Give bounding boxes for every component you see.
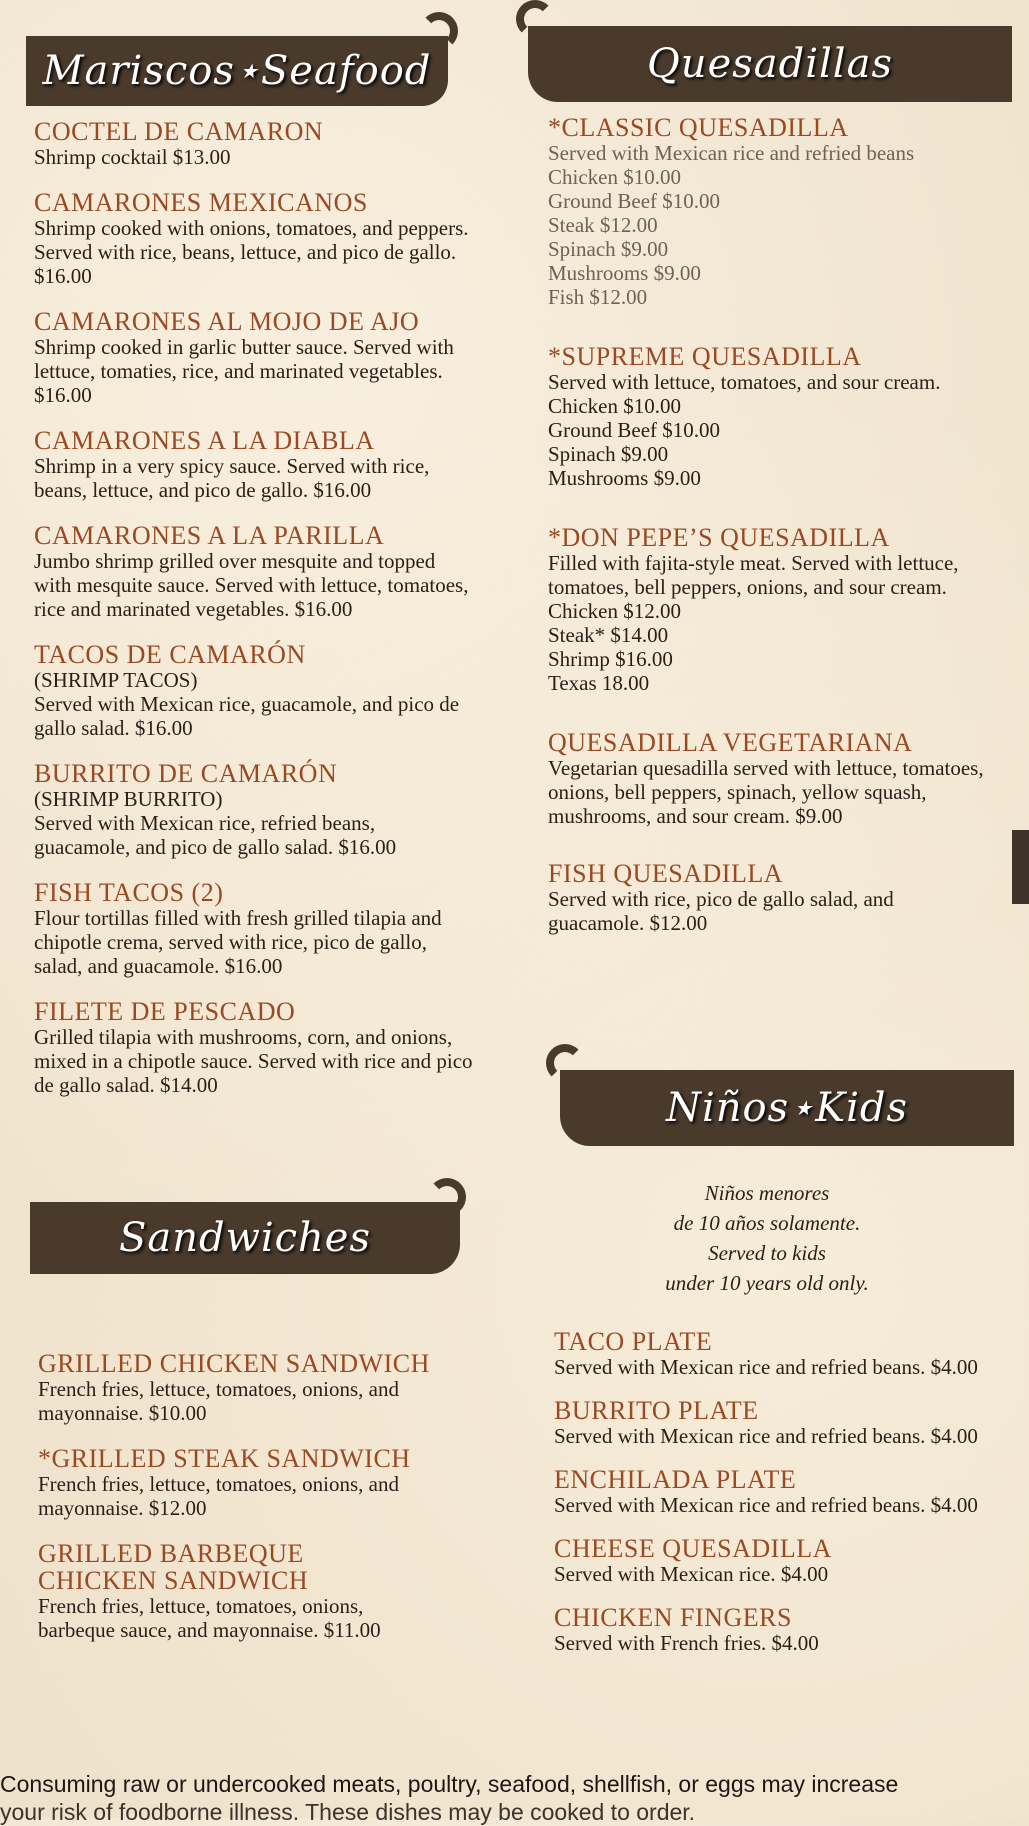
option-line: Spinach $9.00	[548, 442, 669, 466]
menu-item	[34, 879, 474, 978]
item-name: FILETE DE PESCADO	[34, 997, 296, 1026]
seafood-banner	[26, 36, 448, 106]
item-desc: Served with Mexican rice and refried beans. $4.00	[554, 1424, 978, 1448]
menu-item	[548, 524, 988, 695]
item-desc: Jumbo shrimp grilled over mesquite and topped with mesquite sauce. Served with lettuce, tomatoes, rice and marinated vegetables. $16.00	[34, 549, 469, 621]
item-desc: Served with French fries. $4.00	[554, 1631, 819, 1655]
item-name: GRILLED BARBEQUE CHICKEN SANDWICH	[38, 1539, 309, 1595]
sandwiches-title: Sandwiches	[118, 1215, 371, 1261]
item-name: BURRITO DE CAMARÓN	[34, 759, 338, 788]
banner-curl-icon	[516, 0, 554, 38]
option-line: Fish $12.00	[548, 285, 648, 309]
disclaimer-line: your risk of foodborne illness. These dishes may be cooked to order.	[0, 1799, 696, 1825]
menu-item	[554, 1328, 994, 1379]
option-line: Chicken $12.00	[548, 599, 681, 623]
item-name: *SUPREME QUESADILLA	[548, 342, 862, 371]
menu-item	[38, 1350, 478, 1425]
menu-item	[554, 1535, 994, 1586]
item-name: FISH QUESADILLA	[548, 859, 783, 888]
item-desc: Served with Mexican rice and refried beans	[548, 141, 915, 165]
menu-item	[34, 308, 474, 407]
banner-curl-icon	[428, 1178, 466, 1216]
option-line: Ground Beef $10.00	[548, 418, 721, 442]
seafood-title: Mariscos⋆Seafood	[42, 48, 432, 94]
item-desc: Flour tortillas filled with fresh grilled tilapia and chipotle crema, served with rice, pico de gallo, salad, and guacamole. $16.00	[34, 906, 442, 978]
item-subtitle: (SHRIMP TACOS)	[34, 668, 198, 692]
menu-item	[548, 114, 988, 309]
option-line: Chicken $10.00	[548, 165, 681, 189]
item-name: CHICKEN FINGERS	[554, 1603, 792, 1632]
item-name: GRILLED CHICKEN SANDWICH	[38, 1349, 430, 1378]
item-desc: Grilled tilapia with mushrooms, corn, and onions, mixed in a chipotle sauce. Served with rice and pico de gallo salad. $14.00	[34, 1025, 473, 1097]
sandwiches-banner	[30, 1202, 460, 1274]
item-name: CAMARONES AL MOJO DE AJO	[34, 307, 420, 336]
item-name: BURRITO PLATE	[554, 1396, 759, 1425]
menu-item	[34, 760, 474, 859]
item-desc: French fries, lettuce, tomatoes, onions, barbeque sauce, and mayonnaise. $11.00	[38, 1594, 381, 1642]
item-name: COCTEL DE CAMARON	[34, 117, 324, 146]
menu-item	[548, 343, 988, 490]
banner-curl-icon	[420, 12, 458, 50]
item-desc: Served with lettuce, tomatoes, and sour cream.	[548, 370, 941, 394]
option-line: Mushrooms $9.00	[548, 261, 701, 285]
note-line: de 10 años solamente.	[673, 1211, 861, 1235]
menu-item	[34, 641, 474, 740]
option-line: Ground Beef $10.00	[548, 189, 721, 213]
seafood-list	[34, 118, 474, 1117]
item-name: ENCHILADA PLATE	[554, 1465, 797, 1494]
item-name: *DON PEPE’S QUESADILLA	[548, 523, 890, 552]
kids-age-note	[552, 1178, 982, 1298]
item-desc: Served with rice, pico de gallo salad, and guacamole. $12.00	[548, 887, 894, 935]
kids-list	[554, 1328, 994, 1655]
menu-item	[554, 1466, 994, 1517]
menu-item	[34, 998, 474, 1097]
item-desc: Vegetarian quesadilla served with lettuce, tomatoes, onions, bell peppers, spinach, yellow squash, mushrooms, and sour cream. $9.00	[548, 756, 984, 828]
item-desc: Served with Mexican rice and refried beans. $4.00	[554, 1355, 978, 1379]
item-name: *CLASSIC QUESADILLA	[548, 113, 849, 142]
item-desc: Served with Mexican rice and refried beans. $4.00	[554, 1493, 978, 1517]
quesadillas-banner	[528, 26, 1012, 102]
item-name: CAMARONES A LA PARILLA	[34, 521, 385, 550]
item-desc: Shrimp cocktail $13.00	[34, 145, 231, 169]
menu-item	[38, 1445, 478, 1520]
page-edge-tab	[1012, 830, 1029, 904]
item-name: QUESADILLA VEGETARIANA	[548, 728, 913, 757]
option-line: Steak* $14.00	[548, 623, 669, 647]
menu-item	[34, 189, 474, 288]
menu-item	[548, 729, 988, 828]
quesadillas-title: Quesadillas	[647, 41, 893, 87]
item-desc: Served with Mexican rice. $4.00	[554, 1562, 829, 1586]
kids-banner	[560, 1070, 1014, 1146]
menu-item	[34, 427, 474, 502]
item-desc: Shrimp cooked in garlic butter sauce. Served with lettuce, tomaties, rice, and marinated vegetables. $16.00	[34, 335, 454, 407]
item-name: CAMARONES MEXICANOS	[34, 188, 368, 217]
item-desc: Filled with fajita-style meat. Served with lettuce, tomatoes, bell peppers, onions, and sour cream.	[548, 551, 959, 599]
note-line: under 10 years old only.	[665, 1271, 869, 1295]
menu-item	[554, 1397, 994, 1448]
note-line: Served to kids	[708, 1241, 826, 1265]
kids-title: Niños⋆Kids	[665, 1085, 908, 1131]
item-name: FISH TACOS (2)	[34, 878, 224, 907]
item-desc: Shrimp in a very spicy sauce. Served with rice, beans, lettuce, and pico de gallo. $16.00	[34, 454, 430, 502]
item-name: TACOS DE CAMARÓN	[34, 640, 306, 669]
option-line: Steak $12.00	[548, 213, 658, 237]
note-line: Niños menores	[704, 1181, 830, 1205]
option-line: Texas 18.00	[548, 671, 650, 695]
item-name: TACO PLATE	[554, 1327, 713, 1356]
menu-item	[34, 118, 474, 169]
option-line: Mushrooms $9.00	[548, 466, 701, 490]
item-desc: Shrimp cooked with onions, tomatoes, and peppers. Served with rice, beans, lettuce, and pico de gallo. $16.00	[34, 216, 469, 288]
menu-item	[34, 522, 474, 621]
banner-curl-icon	[546, 1044, 584, 1082]
disclaimer-line: Consuming raw or undercooked meats, poultry, seafood, shellfish, or eggs may increase	[0, 1771, 899, 1797]
quesadillas-list	[548, 114, 988, 955]
option-line: Shrimp $16.00	[548, 647, 673, 671]
sandwiches-list	[38, 1350, 478, 1662]
item-name: CAMARONES A LA DIABLA	[34, 426, 375, 455]
menu-item	[554, 1604, 994, 1655]
menu-item	[38, 1540, 398, 1642]
item-desc: French fries, lettuce, tomatoes, onions, and mayonnaise. $12.00	[38, 1472, 399, 1520]
option-line: Spinach $9.00	[548, 237, 669, 261]
option-line: Chicken $10.00	[548, 394, 681, 418]
item-subtitle: (SHRIMP BURRITO)	[34, 787, 223, 811]
item-name: *GRILLED STEAK SANDWICH	[38, 1444, 411, 1473]
menu-item	[548, 860, 988, 935]
item-desc: Served with Mexican rice, refried beans, guacamole, and pico de gallo salad. $16.00	[34, 811, 397, 859]
item-desc: Served with Mexican rice, guacamole, and pico de gallo salad. $16.00	[34, 692, 460, 740]
item-name: CHEESE QUESADILLA	[554, 1534, 832, 1563]
item-desc: French fries, lettuce, tomatoes, onions, and mayonnaise. $10.00	[38, 1377, 399, 1425]
